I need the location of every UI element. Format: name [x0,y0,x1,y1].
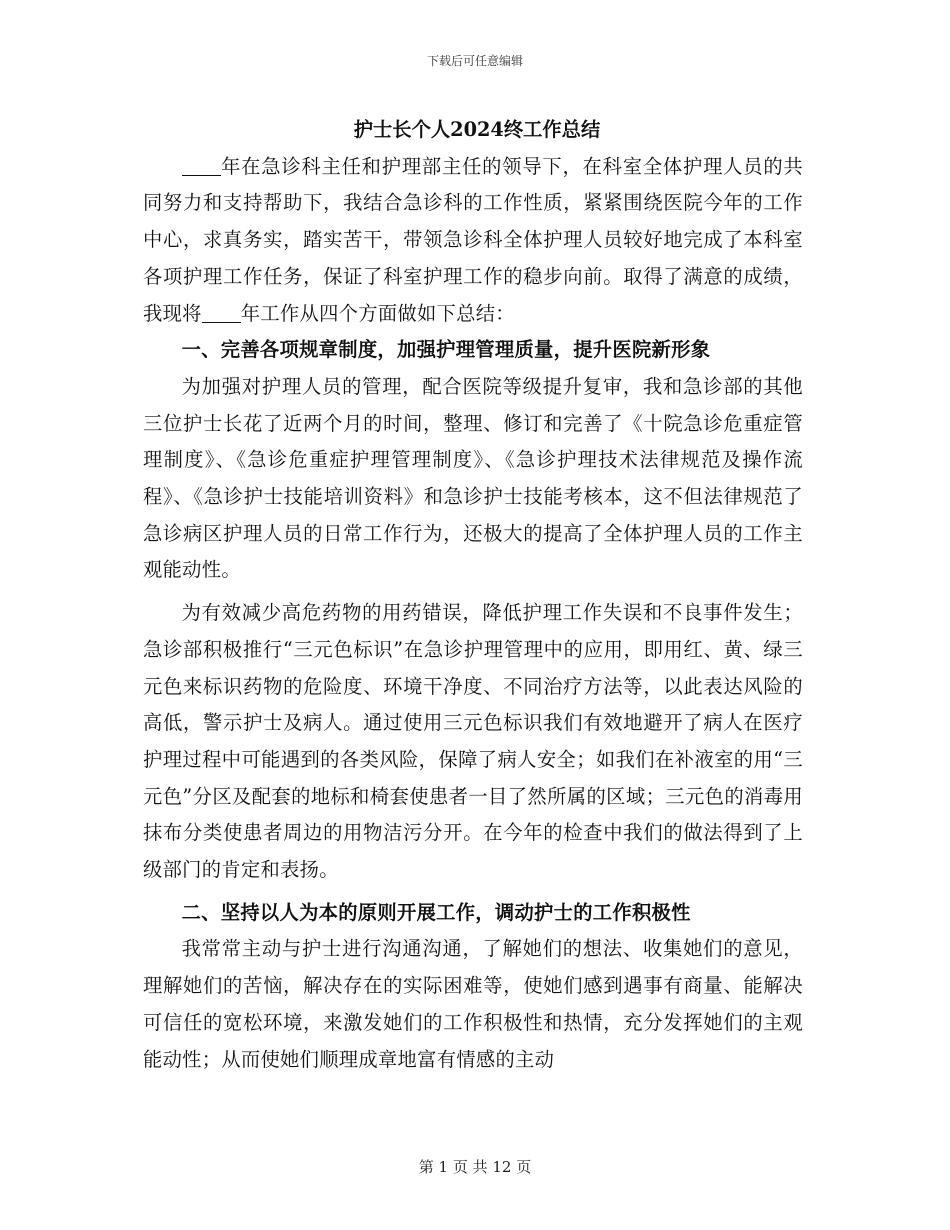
intro-paragraph [143,149,803,333]
document-title: 护士长个人2024终工作总结 [353,118,601,141]
blank-underline [182,155,221,175]
intro-text-part2: 年工作从四个方面做如下总结： [240,301,515,325]
page-header: 下载后可任意编辑 [426,54,523,68]
document-body [143,112,803,1078]
section2-heading: 二、坚持以人为本的原则开展工作，调动护士的工作积极性 [181,900,691,924]
intro-text-part1: 年在急诊科主任和护理部主任的领导下，在科室全体护理人员的共同努力和支持帮助下，我结合急诊科的工作性质，紧紧围绕医院今年的工作中心，求真务实，踏实苦干，带领急诊科全体护理人员较好地完成了本科室各项护理工作任务，保证了科室护理工作的稳步向前。取得了满意的成绩，我现将 [143,154,803,325]
section1-paragraph-2: 为有效减少高危药物的用药错误，降低护理工作失误和不良事件发生；急诊部积极推行“三元色标识”在急诊护理管理中的应用，即用红、黄、绿三元色来标识药物的危险度、环境干净度、不同治疗方法等，以此表达风险的高低，警示护士及病人。通过使用三元色标识我们有效地避开了病人在医疗护理过程中可能遇到的各类风险，保障了病人安全；如我们在补液室的用“三元色”分区及配套的地标和椅套使患者一目了然所属的区域；三元色的消毒用抹布分类使患者周边的用物洁污分开。在今年的检查中我们的做法得到了上级部门的肯定和表扬。 [143,601,803,882]
section1-paragraph-1: 为加强对护理人员的管理，配合医院等级提升复审，我和急诊部的其他三位护士长花了近两个月的时间，整理、修订和完善了《十院急诊危重症管理制度》、《急诊危重症护理管理制度》、《急诊护理技术法律规范及操作流程》、《急诊护士技能培训资料》和急诊护士技能考核本，这不但法律规范了急诊病区护理人员的日常工作行为，还极大的提高了全体护理人员的工作主观能动性。 [143,374,803,582]
page-footer: 第 1 页 共 12 页 [418,1158,532,1176]
section1-heading: 一、完善各项规章制度，加强护理管理质量，提升医院新形象 [181,338,711,362]
section2-paragraph-1: 我常常主动与护士进行沟通沟通，了解她们的想法、收集她们的意见，理解她们的苦恼，解决存在的实际困难等，使她们感到遇事有商量、能解决可信任的宽松环境，来激发她们的工作积极性和热情，充分发挥她们的主观能动性；从而使她们顺理成章地富有情感的主动 [143,937,803,1071]
blank-underline [202,302,241,322]
